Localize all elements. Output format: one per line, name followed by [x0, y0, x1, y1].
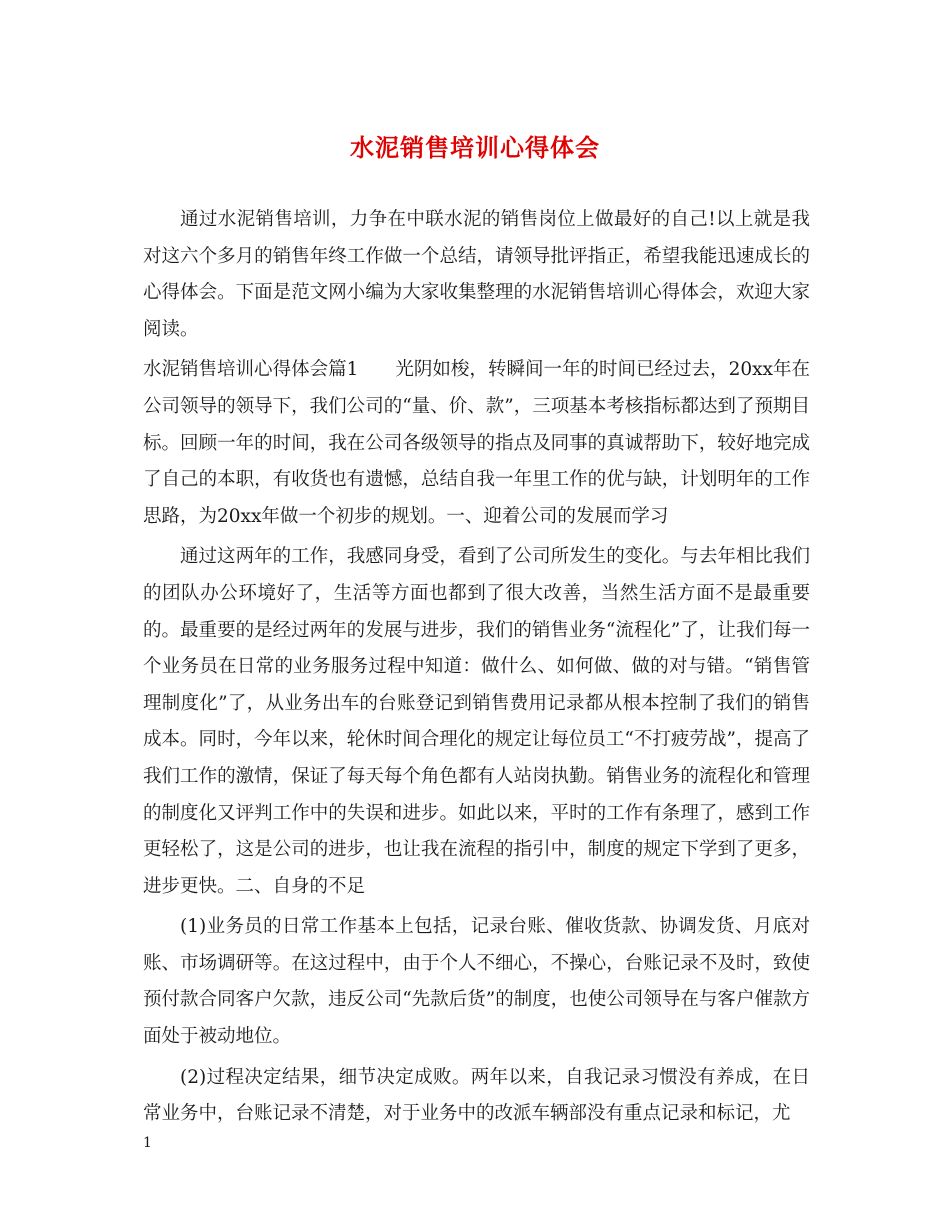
- document-title: 水泥销售培训心得体会: [350, 133, 600, 162]
- paragraph-intro: 通过水泥销售培训，力争在中联水泥的销售岗位上做最好的自己!以上就是我对这六个多月的销售年终工作做一个总结，请领导批评指正，希望我能迅速成长的心得体会。下面是范文网小编为大家收集整理的水泥销售培训心得体会，欢迎大家阅读。: [143, 209, 810, 340]
- page-number: 1: [143, 1135, 152, 1151]
- paragraph-section-1: 水泥销售培训心得体会篇1 光阴如梭，转瞬间一年的时间已经过去，20xx年在公司领导的领导下，我们公司的“量、价、款”，三项基本考核指标都达到了预期目标。回顾一年的时间，我在公司各级领导的指点及同事的真诚帮助下，较好地完成了自己的本职，有收货也有遗憾，总结自我一年里工作的优与缺，计划明年的工作思路，为20xx年做一个初步的规划。一、迎着公司的发展而学习: [143, 359, 810, 527]
- document-body: [143, 202, 810, 1137]
- paragraph-changes: 通过这两年的工作，我感同身受，看到了公司所发生的变化。与去年相比我们的团队办公环境好了，生活等方面也都到了很大改善，当然生活方面不是最重要的。最重要的是经过两年的发展与进步，我们的销售业务“流程化”了，让我们每一个业务员在日常的业务服务过程中知道：做什么、如何做、做的对与错。“销售管理制度化”了，从业务出车的台账登记到销售费用记录都从根本控制了我们的销售成本。同时，今年以来，轮休时间合理化的规定让每位员工“不打疲劳战”，提高了我们工作的激情，保证了每天每个角色都有人站岗执勤。销售业务的流程化和管理的制度化又评判工作中的失误和进步。如此以来，平时的工作有条理了，感到工作更轻松了，这是公司的进步，也让我在流程的指引中，制度的规定下学到了更多，进步更快。二、自身的不足: [143, 546, 810, 897]
- paragraph-point-2: (2)过程决定结果，细节决定成败。两年以来，自我记录习惯没有养成，在日常业务中，台账记录不清楚，对于业务中的改派车辆部没有重点记录和标记，尤: [143, 1066, 810, 1125]
- paragraph-point-1: (1)业务员的日常工作基本上包括，记录台账、催收货款、协调发货、月底对账、市场调研等。在这过程中，由于个人不细心，不操心，台账记录不及时，致使预付款合同客户欠款，违反公司“先款后货”的制度，也使公司领导在与客户催款方面处于被动地位。: [143, 916, 810, 1048]
